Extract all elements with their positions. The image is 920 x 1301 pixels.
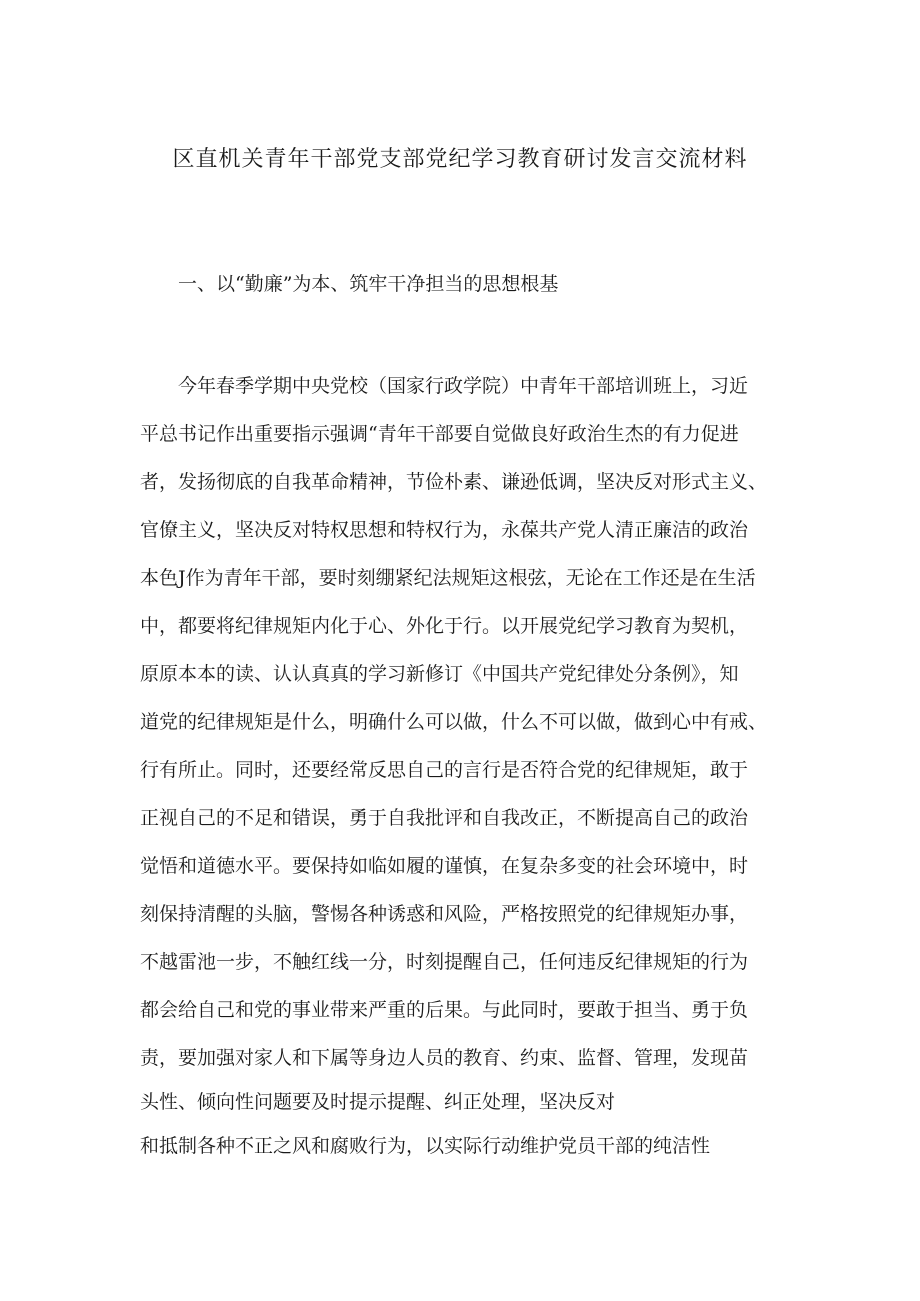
body-line: 头性、倾向性问题要及时提示提醒、纠正处理，坚决反对	[140, 1091, 616, 1113]
body-line: 者，发扬彻底的自我革命精神，节俭朴素、谦逊低调，坚决反对形式主义、	[140, 471, 768, 493]
body-line: 责，要加强对家人和下属等身边人员的教育、约束、监督、管理，发现苗	[140, 1047, 749, 1069]
body-line: 和抵制各种不正之风和腐败行为，以实际行动维护党员干部的纯洁性	[140, 1135, 711, 1157]
body-line: 原原本本的读、认认真真的学习新修订《中国共产党纪律处分条例》，知	[140, 663, 739, 685]
body-line: 官僚主义，坚决反对特权思想和特权行为，永葆共产党人清正廉洁的政治	[140, 519, 749, 541]
body-line: 行有所止。同时，还要经常反思自己的言行是否符合党的纪律规矩，敢于	[140, 759, 749, 781]
body-paragraph	[140, 362, 800, 1170]
body-line: 道党的纪律规矩是什么，明确什么可以做，什么不可以做，做到心中有戒、	[140, 711, 768, 733]
body-line: 平总书记作出重要指示强调“青年干部要自觉做良好政治生杰的有力促进	[140, 423, 739, 445]
body-line: 正视自己的不足和错误，勇于自我批评和自我改正，不断提高自己的政治	[140, 807, 749, 829]
body-line: 今年春季学期中央党校（国家行政学院）中青年干部培训班上，习近	[178, 375, 749, 397]
body-line: 不越雷池一步，不触红线一分，时刻提醒自己，任何违反纪律规矩的行为	[140, 951, 749, 973]
body-line: 觉悟和道德水平。要保持如临如履的谨慎，在复杂多变的社会环境中，时	[140, 855, 749, 877]
section-heading: 一、以“勤廉”为本、筑牢干净担当的思想根基	[178, 273, 559, 295]
body-line: 本色J作为青年干部，要时刻绷紧纪法规矩这根弦，无论在工作还是在生活	[140, 567, 756, 589]
body-line: 中，都要将纪律规矩内化于心、外化于行。以开展党纪学习教育为契机，	[140, 615, 749, 637]
body-line: 都会给自己和党的事业带来严重的后果。与此同时，要敢于担当、勇于负	[140, 999, 749, 1021]
document-title: 区直机关青年干部党支部党纪学习教育研讨发言交流材料	[172, 147, 748, 172]
body-line: 刻保持清醒的头脑，警惕各种诱惑和风险，严格按照党的纪律规矩办事，	[140, 903, 749, 925]
